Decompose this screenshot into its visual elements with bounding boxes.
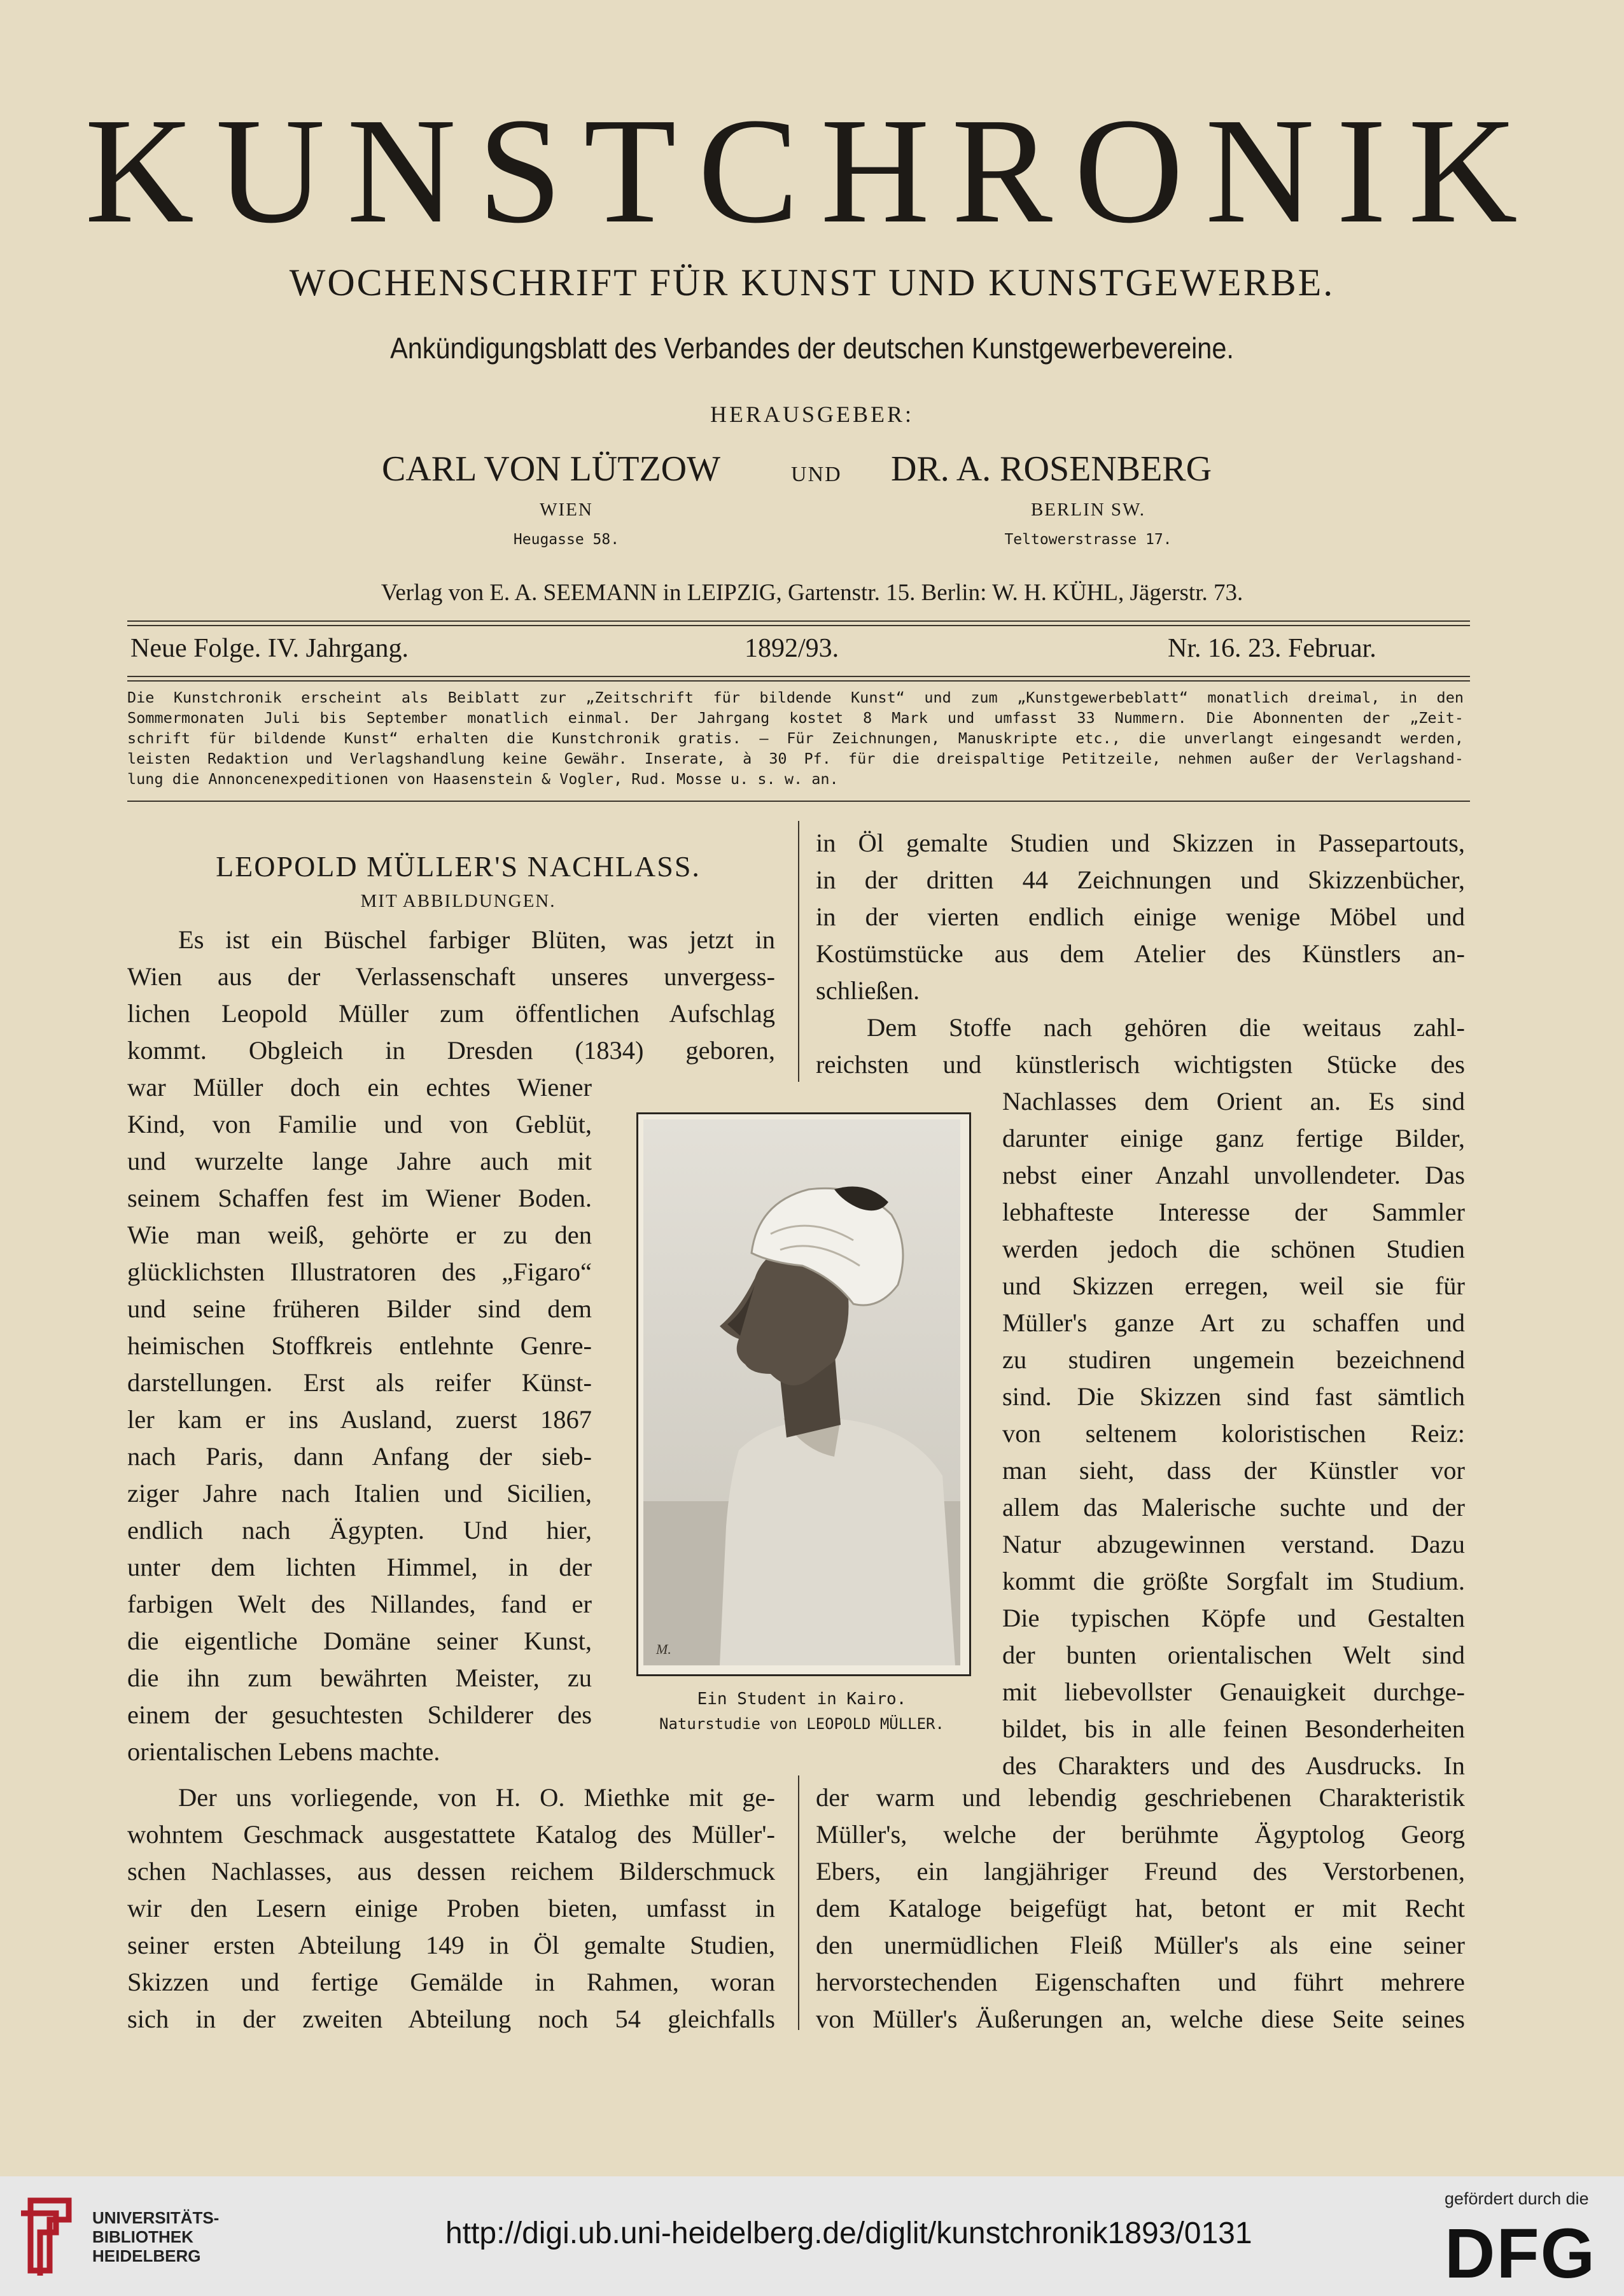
article-title: LEOPOLD MÜLLER'S NACHLASS. — [216, 850, 701, 883]
text-line: die ihn zum bewährten Meister, zu — [127, 1663, 592, 1692]
text-line: kommt die größte Sorgfalt im Studium. — [1002, 1567, 1465, 1595]
right-city: BERLIN SW. — [1030, 500, 1146, 520]
text-line: darunter einige ganz fertige Bilder, — [1002, 1124, 1465, 1152]
editor-right: DR. A. ROSENBERG — [891, 449, 1212, 489]
text-line: zu studiren ungemein bezeichnend — [1002, 1345, 1465, 1374]
left-column-bottom — [127, 1779, 775, 2038]
rule-issue — [127, 676, 1470, 677]
text-line: und seine früheren Bilder sind dem — [127, 1294, 592, 1323]
text-line: bildet, bis in alle feinen Besonderheiten — [1002, 1714, 1465, 1743]
notice-line: Sommermonaten Juli bis September monatlich einmal. Der Jahrgang kostet 8 Mark und umfasst 33 Nummern. Die Abonnenten der „Zeit- — [127, 709, 1464, 727]
issue-year: 1892/93. — [745, 634, 839, 663]
text-line: farbigen Welt des Nillandes, fand er — [127, 1590, 592, 1618]
text-line: und Skizzen erregen, weil sie für — [1002, 1271, 1465, 1300]
text-line: unter dem lichten Himmel, in der — [127, 1553, 592, 1581]
text-line: kommt. Obgleich in Dresden (1834) geboren, — [127, 1036, 775, 1065]
right-address: Teltowerstrasse 17. — [1004, 531, 1172, 548]
text-line: wohntem Geschmack ausgestattete Katalog des Müller'- — [127, 1820, 775, 1849]
text-line: Kostümstücke aus dem Atelier des Künstlers an- — [816, 939, 1465, 968]
right-column-narrow — [1002, 1083, 1465, 1784]
text-line: Dem Stoffe nach gehören die weitaus zahl- — [867, 1013, 1465, 1042]
text-line: wir den Lesern einige Proben bieten, umfasst in — [127, 1894, 775, 1922]
right-column-top — [816, 825, 1465, 1083]
text-line: der warm und lebendig geschriebenen Charakteristik — [816, 1783, 1465, 1812]
text-line: darstellungen. Erst als reifer Künst- — [127, 1368, 592, 1397]
text-line: ziger Jahre nach Italien und Sicilien, — [127, 1479, 592, 1508]
text-line: seinem Schaffen fest im Wiener Boden. — [127, 1184, 592, 1212]
text-line: den unermüdlichen Fleiß Müller's als eine seiner — [816, 1931, 1465, 1959]
notice-line: leisten Redaktion und Verlagshandlung keine Gewähr. Inserate, à 30 Pf. für die dreispaltige Petitzeile, nehmen außer der Verlagshand- — [127, 750, 1464, 767]
footer-bar — [0, 2176, 1624, 2296]
right-column-bottom — [816, 1779, 1465, 2038]
text-line: nach Paris, dann Anfang der sieb- — [127, 1442, 592, 1471]
text-line: war Müller doch ein echtes Wiener — [127, 1073, 592, 1102]
column-divider-top — [798, 821, 799, 1082]
text-line: heimischen Stoffkreis entlehnte Genre- — [127, 1331, 592, 1360]
rule-issue-double — [127, 680, 1470, 682]
publisher-label: HERAUSGEBER: — [710, 402, 914, 427]
issue-number: Nr. 16. 23. Februar. — [1168, 634, 1376, 663]
text-line: und wurzelte lange Jahre auch mit — [127, 1147, 592, 1175]
text-line: einem der gesuchtesten Schilderer des — [127, 1700, 592, 1729]
text-line: in der dritten 44 Zeichnungen und Skizzenbücher, — [816, 865, 1465, 894]
dfg-logo: DFG — [1445, 2215, 1597, 2293]
text-line: Wie man weiß, gehörte er zu den — [127, 1221, 592, 1249]
rule-notice — [127, 801, 1470, 802]
left-address: Heugasse 58. — [513, 531, 620, 548]
figure-caption-title: Ein Student in Kairo. — [697, 1690, 907, 1709]
text-line: mit liebevollster Genauigkeit durchge- — [1002, 1677, 1465, 1706]
text-line: hervorstechenden Eigenschaften und führt mehrere — [816, 1968, 1465, 1996]
library-name — [92, 2208, 219, 2265]
editor-left: CARL VON LÜTZOW — [382, 449, 720, 489]
left-city: WIEN — [540, 500, 593, 520]
svg-text:M.: M. — [656, 1641, 671, 1657]
text-line: in Öl gemalte Studien und Skizzen in Passepartouts, — [816, 829, 1465, 857]
text-line: von Müller's Äußerungen an, welche diese Seite seines — [816, 2005, 1465, 2033]
library-line: BIBLIOTHEK — [92, 2227, 193, 2246]
text-line: Müller's, welche der berühmte Ägyptolog Georg — [816, 1820, 1465, 1849]
publisher-line: Verlag von E. A. SEEMANN in LEIPZIG, Gartenstr. 15. Berlin: W. H. KÜHL, Jägerstr. 73. — [381, 580, 1243, 606]
text-line: werden jedoch die schönen Studien — [1002, 1235, 1465, 1263]
announcement-line: Ankündigungsblatt des Verbandes der deutschen Kunstgewerbevereine. — [390, 332, 1234, 365]
text-line: schen Nachlasses, aus dessen reichem Bilderschmuck — [127, 1857, 775, 1886]
text-line: sind. Die Skizzen sind fast sämtlich — [1002, 1382, 1465, 1411]
column-divider-bottom — [798, 1775, 799, 2030]
text-line: die eigentliche Domäne seiner Kunst, — [127, 1627, 592, 1655]
figure-caption-credit: Naturstudie von LEOPOLD MÜLLER. — [659, 1715, 944, 1733]
editor-and: UND — [791, 463, 842, 486]
text-line: man sieht, dass der Künstler vor — [1002, 1456, 1465, 1485]
rule-top — [127, 620, 1470, 622]
text-line: von seltenem koloristischen Reiz: — [1002, 1419, 1465, 1448]
text-line: Müller's ganze Art zu schaffen und — [1002, 1308, 1465, 1337]
text-line: Die typischen Köpfe und Gestalten — [1002, 1604, 1465, 1632]
text-line: Ebers, ein langjähriger Freund des Verstorbenen, — [816, 1857, 1465, 1886]
left-column-top — [127, 921, 775, 1069]
text-line: allem das Malerische suchte und der — [1002, 1493, 1465, 1522]
text-line: orientalischen Lebens machte. — [127, 1737, 440, 1766]
notice-line: lung die Annoncenexpeditionen von Haasenstein & Vogler, Rud. Mosse u. s. w. an. — [127, 770, 839, 788]
funding-label: gefördert durch die — [1445, 2189, 1589, 2208]
text-line: Natur abzugewinnen verstand. Dazu — [1002, 1530, 1465, 1558]
portrait-illustration — [643, 1119, 960, 1665]
text-line: des Charakters und des Ausdrucks. In — [1002, 1751, 1465, 1780]
text-line: Skizzen und fertige Gemälde in Rahmen, woran — [127, 1968, 775, 1996]
text-line: der bunten orientalischen Welt sind — [1002, 1641, 1465, 1669]
ub-heidelberg-logo-icon — [18, 2194, 81, 2277]
library-line: UNIVERSITÄTS- — [92, 2208, 220, 2227]
text-line: Kind, von Familie und von Geblüt, — [127, 1110, 592, 1138]
text-line: reichsten und künstlerisch wichtigsten Stücke des — [816, 1050, 1465, 1079]
subscription-notice — [127, 687, 1464, 789]
text-line: Wien aus der Verlassenschaft unseres unvergess- — [127, 962, 775, 991]
notice-line: Die Kunstchronik erscheint als Beiblatt zur „Zeitschrift für bildende Kunst“ und zum „Kunstgewerbeblatt“ monatlich dreimal, in den — [127, 689, 1464, 706]
text-line: schließen. — [816, 976, 920, 1005]
text-line: nebst einer Anzahl unvollendeter. Das — [1002, 1161, 1465, 1189]
notice-line: schrift für bildende Kunst“ erhalten die Kunstchronik gratis. — Für Zeichnungen, Manuskripte etc., die unverlangt eingesandt werden, — [127, 729, 1464, 747]
text-line: sich in der zweiten Abteilung noch 54 gleichfalls — [127, 2005, 775, 2033]
source-url-link[interactable]: http://digi.ub.uni-heidelberg.de/diglit/kunstchronik1893/0131 — [445, 2216, 1252, 2250]
text-line: dem Kataloge beigefügt hat, betont er mit Recht — [816, 1894, 1465, 1922]
issue-series: Neue Folge. IV. Jahrgang. — [130, 634, 409, 663]
text-line: seiner ersten Abteilung 149 in Öl gemalte Studien, — [127, 1931, 775, 1959]
figure-illustration — [636, 1112, 971, 1676]
text-line: Nachlasses dem Orient an. Es sind — [1002, 1087, 1465, 1116]
masthead-title: KUNSTCHRONIK — [85, 87, 1539, 255]
library-line: HEIDELBERG — [92, 2246, 201, 2265]
text-line: in der vierten endlich einige wenige Möbel und — [816, 902, 1465, 931]
text-line: endlich nach Ägypten. Und hier, — [127, 1516, 592, 1544]
article-subtitle: MIT ABBILDUNGEN. — [360, 891, 556, 911]
rule-top-double — [127, 625, 1470, 626]
text-line: ler kam er ins Ausland, zuerst 1867 — [127, 1405, 592, 1434]
text-line: lichen Leopold Müller zum öffentlichen Aufschlag — [127, 999, 775, 1028]
text-line: glücklichsten Illustratoren des „Figaro“ — [127, 1257, 592, 1286]
masthead-subtitle: WOCHENSCHRIFT FÜR KUNST UND KUNSTGEWERBE. — [289, 262, 1335, 304]
left-column-narrow — [127, 1069, 592, 1770]
text-line: Es ist ein Büschel farbiger Blüten, was jetzt in — [178, 925, 775, 954]
text-line: Der uns vorliegende, von H. O. Miethke mit ge- — [178, 1783, 775, 1812]
text-line: lebhafteste Interesse der Sammler — [1002, 1198, 1465, 1226]
